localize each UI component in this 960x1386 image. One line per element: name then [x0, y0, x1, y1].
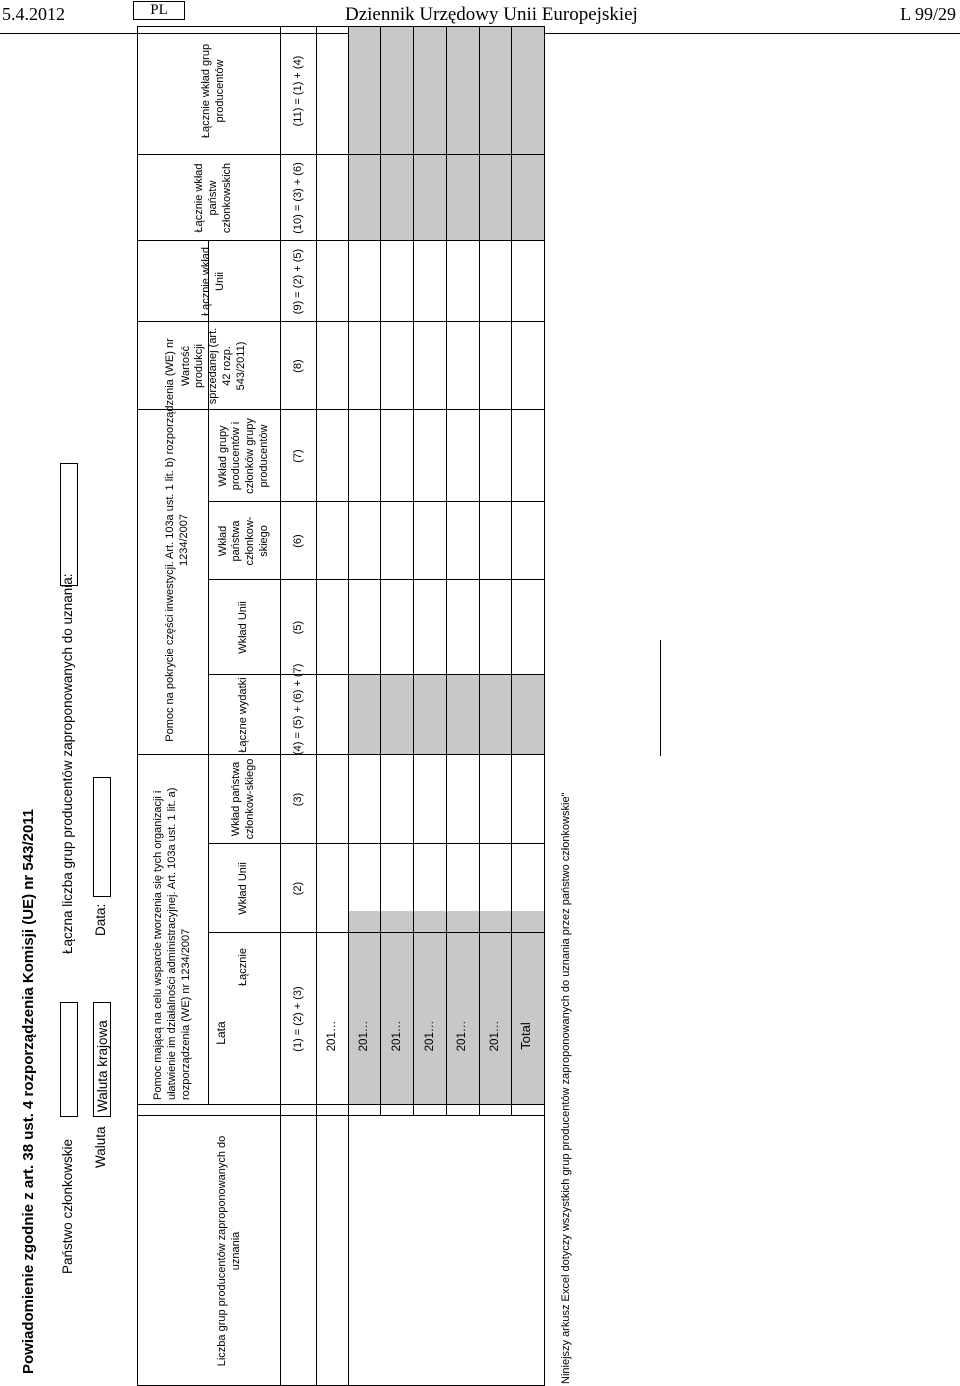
col-8-formula: (8): [292, 359, 304, 373]
journal-title: Dziennik Urzędowy Unii Europejskiej: [345, 4, 638, 25]
header-bottom-line: [280, 26, 281, 1386]
total-row: Total: [518, 1022, 533, 1050]
col-7-header: Wkład grupy producentów i członków grupy producentów: [216, 418, 270, 494]
form-title: Powiadomienie zgodnie z art. 38 ust. 4 rozporządzenia Komisji (UE) nr 543/2011: [20, 808, 37, 1374]
col-1-header: Łącznie: [237, 948, 250, 986]
member-state-label: Państwo członkowskie: [60, 1138, 75, 1274]
year-row-5: 201…: [456, 1020, 468, 1052]
col-6-formula: (6): [292, 534, 304, 548]
col-4-header: Łączne wydatki: [237, 677, 250, 753]
col-3-formula: (3): [292, 792, 304, 807]
col-5-line: [208, 674, 544, 675]
year-row-1: 201…: [326, 1020, 338, 1052]
col-10-formula: (10) = (3) + (6): [292, 162, 304, 234]
row-line-1: [348, 26, 349, 1386]
year-row-4: 201…: [424, 1020, 436, 1052]
date-label: Data:: [93, 903, 108, 936]
currency-field[interactable]: Waluta krajowa: [93, 1002, 111, 1117]
group1-header: Pomoc mającą na celu wsparcie tworzenia się tych organizacji i ułatwienie im działalności administracyjnej. Art. 103a ust. 1 lit. a) rozporządzenia (WE) nr 1234/2007: [152, 787, 192, 1100]
table-bottom-line: [544, 26, 545, 1386]
years-header: Lata: [213, 1021, 228, 1045]
col-7-formula: (7): [292, 449, 304, 463]
formula-line: [316, 26, 317, 1386]
row-line-4: [446, 26, 447, 1116]
col-11-formula: (11) = (1) + (4): [292, 55, 304, 127]
col-2-line: [208, 932, 544, 933]
col-2-header: Wkład Unii: [237, 862, 250, 915]
col-6-header: Wkład państwa członkow-skiego: [216, 516, 270, 566]
language-badge: PL: [133, 1, 185, 20]
year-row-2: 201…: [358, 1020, 370, 1052]
col-4-line: [137, 754, 544, 755]
col-1-line: [137, 1104, 544, 1105]
group2-header: Pomoc na pokrycie części inwestycji. Art. 103a ust. 1 lit. b) rozporządzenia (WE) nr 1234/2007: [164, 338, 190, 742]
support-table: [0, 26, 960, 1386]
col-9-formula: (9) = (2) + (5): [292, 248, 304, 315]
col-9-header: Łącznie wkład Unii: [200, 246, 226, 317]
col-7-line: [208, 501, 544, 502]
page-number: L 99/29: [900, 4, 956, 24]
col-5-header: Wkład Unii: [237, 601, 250, 654]
col-1-formula: (1) = (2) + (3): [292, 986, 304, 1052]
groups-count-header: Liczba grup producentów zaproponowanych do uznania: [216, 1135, 242, 1367]
col-9-line: [137, 321, 544, 322]
currency-label: Waluta: [93, 1126, 108, 1168]
col-4-formula: (4) = (5) + (6) + (7): [292, 663, 304, 755]
year-row-6: 201…: [489, 1020, 501, 1052]
row-line-6: [511, 26, 512, 1116]
row-line-5: [479, 26, 480, 1116]
col-3-header: Wkład państwa członkow-skiego: [230, 758, 256, 840]
col-11-line: [137, 154, 544, 155]
year-row-3: 201…: [391, 1020, 403, 1052]
col-5-formula: (5): [292, 620, 304, 635]
table-right-line: [137, 26, 544, 27]
row-line-3: [413, 26, 414, 1116]
total-groups-label: Łączna liczba grup producentów zaproponowanych do uznania:: [60, 573, 75, 954]
footnote: Niniejszy arkusz Excel dotyczy wszystkich grup producentów zaproponowanych do uznania przez państwo członkowskie": [560, 792, 572, 1384]
col-2-formula: (2): [292, 881, 304, 896]
rotated-form: [0, 26, 960, 1386]
col-3-line: [208, 843, 544, 844]
years-col-line: [137, 1115, 544, 1116]
col-10-line: [137, 240, 544, 241]
col-8-header: Wartość produkcji sprzedanej (art. 42 rozp. 543/2011): [179, 327, 247, 405]
end-rule: [660, 640, 661, 756]
row-line-2: [380, 26, 381, 1116]
publication-date: 5.4.2012: [2, 4, 65, 24]
col-10-header: Łącznie wkład państw członkowskich: [193, 162, 233, 234]
col-11-header: Łącznie wkład grup producentów: [200, 43, 226, 139]
table-top-line: [137, 26, 138, 1386]
col-6-line: [208, 579, 544, 580]
